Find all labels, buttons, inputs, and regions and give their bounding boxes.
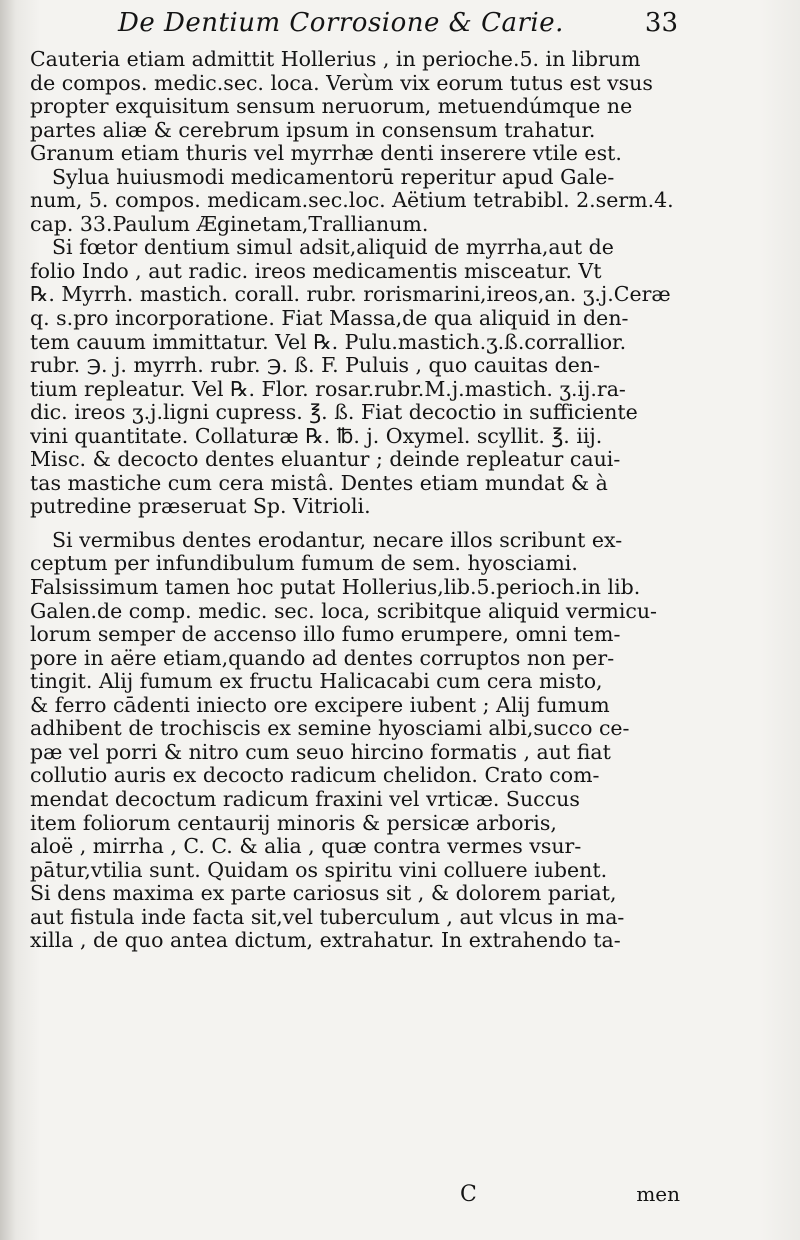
text-line: putredine præseruat Sp. Vitrioli. — [30, 495, 371, 519]
page-footer — [30, 1182, 680, 1212]
text-line: item foliorum centaurij minoris & persicæ arboris, — [30, 811, 557, 835]
signature-mark: C — [460, 1182, 477, 1207]
text-line: rubr. ℈. j. myrrh. rubr. ℈. ß. F. Puluis , quo cauitas den- — [30, 354, 601, 378]
text-line: num, 5. compos. medicam.sec.loc. Aëtium tetrabibl. 2.serm.4. — [30, 189, 674, 213]
text-line: pātur,vtilia sunt. Quidam os spiritu vini colluere iubent. — [30, 858, 608, 882]
text-line: vini quantitate. Collaturæ ℞. ℔. j. Oxymel. scyllit. ℥. iij. — [30, 424, 603, 448]
text-line: Sylua huiusmodi medicamentorū reperitur apud Gale- — [52, 165, 615, 189]
text-line: dic. ireos ʒ.j.ligni cupress. ℥. ß. Fiat decoctio in sufficiente — [30, 401, 638, 425]
text-line: Misc. & decocto dentes eluantur ; deinde repleatur caui- — [30, 448, 621, 472]
text-line: mendat decoctum radicum fraxini vel vrticæ. Succus — [30, 787, 580, 811]
text-line: pore in aëre etiam,quando ad dentes corruptos non per- — [30, 646, 615, 670]
paragraph-gap — [30, 519, 680, 529]
text-line: Si fœtor dentium simul adsit,aliquid de myrrha,aut de — [52, 236, 614, 260]
text-line: q. s.pro incorporatione. Fiat Massa,de qua aliquid in den- — [30, 307, 629, 331]
catchword: men — [636, 1182, 680, 1206]
text-line: & ferro cādenti iniecto ore excipere iubent ; Alij fumum — [30, 693, 610, 717]
text-line: aloë , mirrha , C. C. & alia , quæ contra vermes vsur- — [30, 835, 582, 859]
text-line: Granum etiam thuris vel myrrhæ denti inserere vtile est. — [30, 142, 622, 166]
text-line: pæ vel porri & nitro cum seuo hircino formatis , aut fiat — [30, 740, 611, 764]
text-line: xilla , de quo antea dictum, extrahatur. In extrahendo ta- — [30, 929, 621, 953]
text-line: aut fistula inde facta sit,vel tuberculum , aut vlcus in ma- — [30, 905, 625, 929]
text-line: Si dens maxima ex parte cariosus sit , & dolorem pariat, — [30, 882, 617, 906]
running-header — [118, 8, 678, 48]
text-line: tium repleatur. Vel ℞. Flor. rosar.rubr.M.j.mastich. ʒ.ij.ra- — [30, 377, 626, 401]
text-line: ceptum per infundibulum fumum de sem. hyosciami. — [30, 552, 578, 576]
page-number: 33 — [644, 8, 678, 38]
running-title: De Dentium Corrosione & Carie. — [118, 8, 564, 38]
text-line: ℞. Myrrh. mastich. corall. rubr. rorismarini,ireos,an. ʒ.j.Ceræ — [30, 283, 671, 307]
text-line: partes aliæ & cerebrum ipsum in consensum trahatur. — [30, 118, 596, 142]
text-line: folio Indo , aut radic. ireos medicamentis misceatur. Vt — [30, 259, 602, 283]
text-line: collutio auris ex decocto radicum chelidon. Crato com- — [30, 764, 600, 788]
text-line: propter exquisitum sensum neruorum, metuendúmque ne — [30, 95, 633, 119]
text-line: lorum semper de accenso illo fumo erumpere, omni tem- — [30, 623, 621, 647]
text-line: tem cauum immittatur. Vel ℞. Pulu.mastich.ʒ.ß.corrallior. — [30, 330, 627, 354]
text-line: de compos. medic.sec. loca. Verùm vix eorum tutus est vsus — [30, 71, 653, 95]
text-line: Galen.de comp. medic. sec. loca, scribitque aliquid vermicu- — [30, 599, 657, 623]
body-text — [30, 48, 680, 953]
text-line: tas mastiche cum cera mistâ. Dentes etiam mundat & à — [30, 471, 608, 495]
text-line: tingit. Alij fumum ex fructu Halicacabi cum cera misto, — [30, 670, 603, 694]
text-line: Si vermibus dentes erodantur, necare illos scribunt ex- — [52, 528, 623, 552]
text-line: cap. 33.Paulum Æginetam,Trallianum. — [30, 212, 429, 236]
text-line: Falsissimum tamen hoc putat Hollerius,lib.5.perioch.in lib. — [30, 576, 641, 600]
text-line: adhibent de trochiscis ex semine hyosciami albi,succo ce- — [30, 717, 630, 741]
text-line: Cauteria etiam admittit Hollerius , in perioche.5. in librum — [30, 48, 641, 71]
